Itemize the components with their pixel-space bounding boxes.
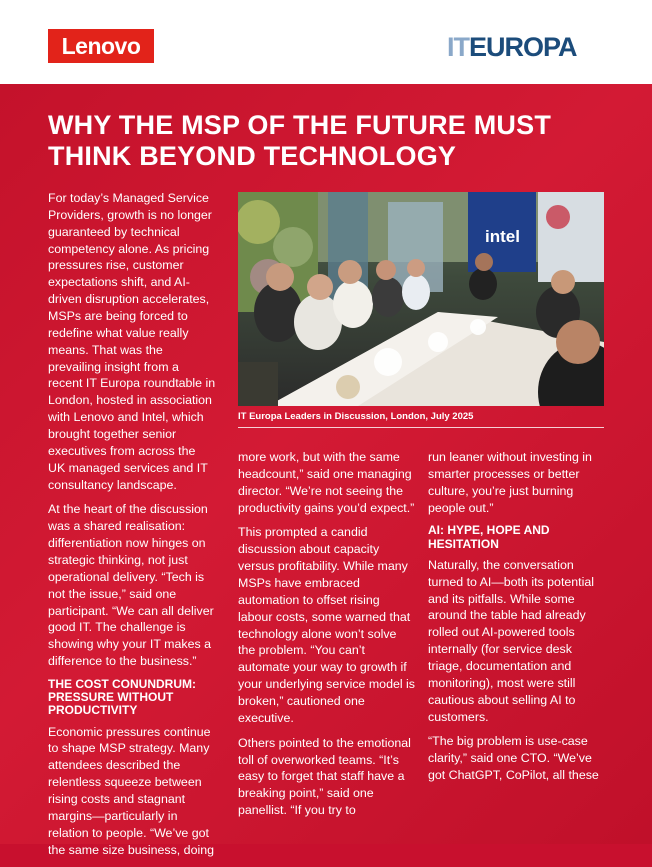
paragraph: run leaner without investing in smarter processes or better culture, you’re just burning people out.” bbox=[428, 450, 592, 515]
paragraph: This prompted a candid discussion about capacity versus profitability. While many MSPs have embraced automation to offset rising labour costs, some warned that technology alone won’t solve the problem. “You can’t automate your way to growth if your underlying service model is broken,” cautioned one executive. bbox=[238, 525, 415, 725]
section-heading: THE COST CONUNDRUM: PRESSURE WITHOUT PRODUCTIVITY bbox=[48, 677, 196, 718]
header-bar bbox=[0, 0, 652, 84]
section-heading: AI: HYPE, HOPE AND HESITATION bbox=[428, 523, 550, 551]
paragraph: more work, but with the same headcount,” said one managing director. “We’re not seeing the productivity gains you’d expect.” bbox=[238, 450, 415, 515]
roundtable-photo bbox=[238, 192, 604, 406]
it-europa-logo-it: IT bbox=[447, 32, 469, 62]
photo-caption: IT Europa Leaders in Discussion, London, July 2025 bbox=[238, 411, 604, 428]
column-2 bbox=[238, 449, 416, 827]
it-europa-logo bbox=[447, 32, 577, 63]
paragraph: Economic pressures continue to shape MSP strategy. Many attendees described the relentless squeeze between rising costs and stagnant margins—particularly in relation to people. “We’ve got the same size business, doing bbox=[48, 724, 214, 857]
roundtable-photo-illustration bbox=[238, 192, 604, 406]
column-1 bbox=[48, 190, 216, 867]
article-title: WHY THE MSP OF THE FUTURE MUST THINK BEYOND TECHNOLOGY bbox=[48, 110, 552, 172]
paragraph: At the heart of the discussion was a shared realisation: differentiation now hinges on strategic thinking, not just operational delivery. “Tech is not the issue,” said one participant. “We can all deliver good IT. The challenge is showing why your IT makes a difference to the business.” bbox=[48, 502, 214, 669]
intel-screen-text: intel bbox=[485, 227, 520, 246]
paragraph: Others pointed to the emotional toll of overworked teams. “It’s easy to forget that staff have a breaking point,” said one panellist. “If you try to bbox=[238, 735, 411, 818]
lenovo-logo: Lenovo bbox=[48, 29, 154, 63]
paragraph: For today’s Managed Service Providers, growth is no longer guaranteed by technical competency alone. As pricing pressures rise, customer expectations shift, and AI-driven disruption accelerates, MSPs are being forced to redefine what value really means. That was the prevailing insight from a recent IT Europa roundtable in London, hosted in association with Lenovo and Intel, which brought together senior executives from across the UK managed services and IT consultancy landscape. bbox=[48, 191, 216, 492]
paragraph: Naturally, the conversation turned to AI—both its potential and its pitfalls. While some around the table had already rolled out AI-powered tools internally (for service desk triage, documentation and monitoring), most were still cautious about selling AI to customers. bbox=[428, 557, 595, 724]
column-3 bbox=[428, 449, 606, 792]
it-europa-logo-europa: EUROPA bbox=[469, 32, 577, 62]
paragraph: “The big problem is use-case clarity,” said one CTO. “We’ve got ChatGPT, CoPilot, all these bbox=[428, 734, 599, 783]
